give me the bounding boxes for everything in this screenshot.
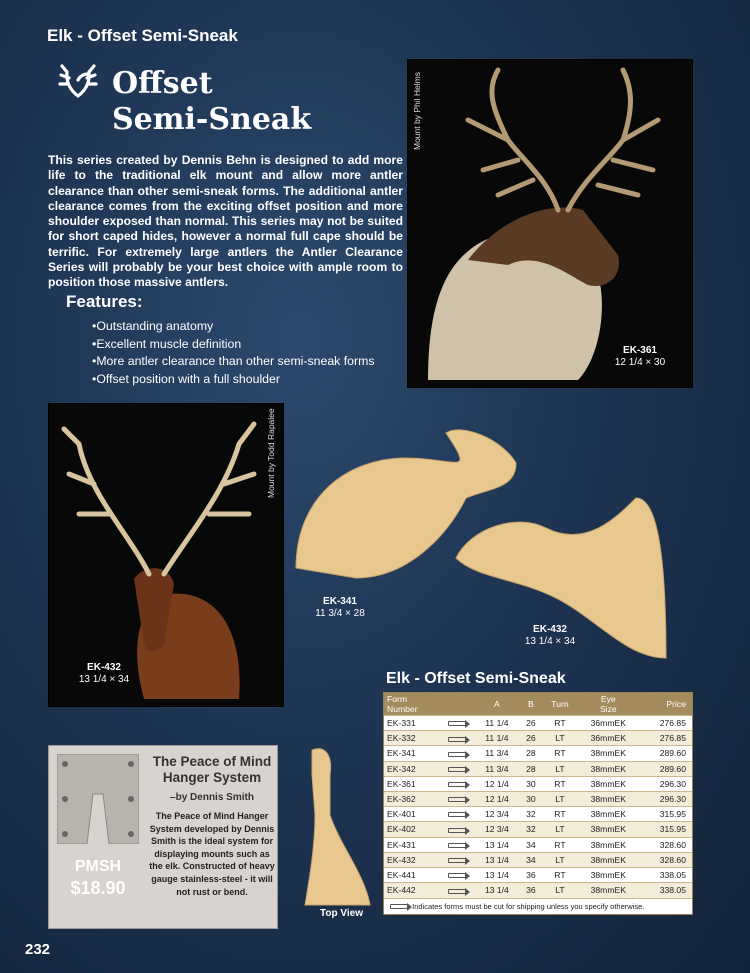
cut-shipping-icon-cell: [439, 746, 475, 761]
cell-a: 11 1/4: [475, 731, 520, 746]
top-view-form-image: [300, 745, 375, 910]
cell-a: 13 1/4: [475, 852, 520, 867]
title-line-1: Offset: [112, 66, 213, 101]
cut-shipping-icon: [390, 904, 408, 909]
cell-b: 30: [519, 776, 542, 791]
form-1-number: EK-341: [323, 596, 357, 607]
cell-eye: 38mmEK: [577, 807, 639, 822]
price-table: [383, 692, 693, 915]
pmsh-code: PMSH: [74, 858, 122, 875]
feature-item: • Offset position with a full shoulder: [92, 371, 374, 389]
cell-turn: LT: [543, 791, 578, 806]
table-row: [384, 731, 692, 746]
elk-mount-photo-1: [407, 59, 693, 388]
cell-turn: RT: [543, 867, 578, 882]
cell-form: EK-331: [384, 716, 439, 731]
cell-a: 12 3/4: [475, 822, 520, 837]
feature-item: • Excellent muscle definition: [92, 336, 374, 354]
table-header-row: [384, 693, 692, 716]
header-cut-icon: [439, 693, 475, 716]
photo-1-credit: Mount by Phil Helms: [412, 72, 422, 150]
form-1-caption: [300, 596, 380, 620]
elk-antler-logo-icon: [58, 62, 98, 98]
cell-price: 338.05: [639, 867, 692, 882]
pmsh-description: The Peace of Mind Hanger System developed by Dennis Smith is the ideal system for displaying mounts such as the elk. Constructed of heavy gauge stainless-steel - it will not rust or bend.: [149, 811, 275, 897]
cell-form: EK-332: [384, 731, 439, 746]
form-2-caption: [510, 624, 590, 648]
cell-price: 338.05: [639, 883, 692, 898]
cell-turn: RT: [543, 807, 578, 822]
cell-a: 11 3/4: [475, 761, 520, 776]
cell-turn: LT: [543, 822, 578, 837]
photo-2-credit: Mount by Todd Rapalee: [266, 408, 276, 498]
cell-turn: RT: [543, 837, 578, 852]
table-row: [384, 837, 692, 852]
cut-shipping-icon: [448, 752, 466, 757]
cut-shipping-icon: [448, 812, 466, 817]
cell-b: 36: [519, 883, 542, 898]
cell-price: 315.95: [639, 807, 692, 822]
cut-shipping-icon: [448, 889, 466, 894]
cell-a: 13 1/4: [475, 883, 520, 898]
cell-form: EK-432: [384, 852, 439, 867]
cut-shipping-icon-cell: [439, 837, 475, 852]
cell-eye: 36mmEK: [577, 716, 639, 731]
photo-2-form-number: EK-432: [87, 662, 121, 673]
cell-eye: 38mmEK: [577, 867, 639, 882]
cell-a: 12 3/4: [475, 807, 520, 822]
features-heading: Features:: [66, 292, 143, 311]
cell-eye: 38mmEK: [577, 761, 639, 776]
cell-price: 296.30: [639, 791, 692, 806]
top-view-label: Top View: [320, 908, 363, 919]
cut-shipping-icon-cell: [439, 791, 475, 806]
cell-turn: RT: [543, 746, 578, 761]
cell-eye: 38mmEK: [577, 883, 639, 898]
cell-price: 289.60: [639, 761, 692, 776]
table-row: [384, 746, 692, 761]
header-turn: Turn: [551, 699, 569, 709]
table-row: [384, 852, 692, 867]
cell-form: EK-361: [384, 776, 439, 791]
header-eye-size: Eye Size: [599, 694, 617, 714]
feature-item: • Outstanding anatomy: [92, 318, 374, 336]
cell-b: 34: [519, 852, 542, 867]
cut-shipping-icon: [448, 858, 466, 863]
cut-shipping-icon: [448, 828, 466, 833]
cell-form: EK-342: [384, 761, 439, 776]
cut-shipping-icon-cell: [439, 731, 475, 746]
cell-form: EK-341: [384, 746, 439, 761]
cell-price: 276.85: [639, 731, 692, 746]
pmsh-author: –by Dennis Smith: [170, 792, 254, 803]
feature-item: • More antler clearance than other semi-sneak forms: [92, 353, 374, 371]
table-row: [384, 716, 692, 731]
cut-shipping-icon: [448, 843, 466, 848]
cell-turn: LT: [543, 731, 578, 746]
cell-form: EK-362: [384, 791, 439, 806]
cut-shipping-icon-cell: [439, 867, 475, 882]
cell-a: 11 1/4: [475, 716, 520, 731]
cell-turn: LT: [543, 883, 578, 898]
cut-shipping-icon: [448, 767, 466, 772]
cell-b: 32: [519, 822, 542, 837]
photo-1-form-number: EK-361: [623, 345, 657, 356]
cell-price: 276.85: [639, 716, 692, 731]
table-row: [384, 867, 692, 882]
cell-b: 28: [519, 761, 542, 776]
cell-form: EK-442: [384, 883, 439, 898]
cell-eye: 38mmEK: [577, 746, 639, 761]
table-row: [384, 883, 692, 898]
pmsh-title: The Peace of Mind Hanger System: [152, 754, 272, 785]
table-row: [384, 776, 692, 791]
cell-a: 13 1/4: [475, 837, 520, 852]
cell-eye: 36mmEK: [577, 731, 639, 746]
table-row: [384, 822, 692, 837]
cell-form: EK-401: [384, 807, 439, 822]
cell-b: 34: [519, 837, 542, 852]
cell-form: EK-431: [384, 837, 439, 852]
cut-shipping-icon-cell: [439, 807, 475, 822]
cell-a: 11 3/4: [475, 746, 520, 761]
cell-turn: RT: [543, 776, 578, 791]
cell-eye: 38mmEK: [577, 776, 639, 791]
cell-eye: 38mmEK: [577, 837, 639, 852]
photo-1-size: 12 1/4 × 30: [614, 357, 666, 368]
cell-price: 328.60: [639, 837, 692, 852]
cut-shipping-icon: [448, 721, 466, 726]
elk-mount-illustration: [408, 60, 694, 389]
cell-form: EK-402: [384, 822, 439, 837]
cell-price: 296.30: [639, 776, 692, 791]
cut-shipping-icon-cell: [439, 822, 475, 837]
photo-1-caption: [590, 345, 690, 369]
cell-b: 36: [519, 867, 542, 882]
page-title: [112, 66, 311, 138]
hanger-plate-image: [57, 754, 139, 844]
section-header: Elk - Offset Semi-Sneak: [47, 26, 238, 45]
title-line-2: Semi-Sneak: [112, 102, 312, 137]
table-row: [384, 791, 692, 806]
intro-paragraph: This series created by Dennis Behn is designed to add more life to the traditional elk mount and allow more antler clearance than other semi-sneak forms. The additional antler clearance comes from the exciting offset position and more shoulder exposed than normal. This series may not be suited for short caped hides, however a normal full cape should be terrific. For extremely large antlers the Antler Clearance Series will probably be your best choice with ample room to position those massive antlers.: [48, 153, 403, 290]
cell-turn: LT: [543, 852, 578, 867]
cell-b: 30: [519, 791, 542, 806]
table-row: [384, 807, 692, 822]
page-number: 232: [25, 941, 51, 958]
cell-price: 328.60: [639, 852, 692, 867]
form-2-size: 13 1/4 × 34: [524, 636, 576, 647]
header-price: Price: [666, 699, 686, 709]
cut-shipping-icon: [448, 782, 466, 787]
photo-2-caption: [59, 662, 149, 686]
cell-b: 32: [519, 807, 542, 822]
cell-eye: 38mmEK: [577, 852, 639, 867]
cut-shipping-icon: [448, 737, 466, 742]
form-2-number: EK-432: [533, 624, 567, 635]
cell-eye: 38mmEK: [577, 822, 639, 837]
cut-shipping-icon: [448, 797, 466, 802]
cell-turn: RT: [543, 716, 578, 731]
cut-shipping-icon: [448, 873, 466, 878]
features-list: [92, 318, 374, 388]
cell-a: 12 1/4: [475, 791, 520, 806]
cut-shipping-icon-cell: [439, 776, 475, 791]
photo-2-size: 13 1/4 × 34: [78, 674, 130, 685]
header-b: B: [528, 699, 534, 709]
table-row: [384, 761, 692, 776]
cell-price: 289.60: [639, 746, 692, 761]
table-body: [384, 716, 692, 898]
form-1-size: 11 3/4 × 28: [315, 608, 365, 619]
cell-b: 26: [519, 716, 542, 731]
cut-shipping-icon-cell: [439, 761, 475, 776]
elk-mount-photo-2: [48, 403, 284, 707]
foam-forms-image: [286, 418, 686, 668]
cell-b: 26: [519, 731, 542, 746]
cut-shipping-icon-cell: [439, 883, 475, 898]
cell-a: 12 1/4: [475, 776, 520, 791]
cell-eye: 38mmEK: [577, 791, 639, 806]
cell-price: 315.95: [639, 822, 692, 837]
cut-shipping-icon-cell: [439, 716, 475, 731]
header-form: Form Number: [387, 694, 418, 714]
cell-a: 13 1/4: [475, 867, 520, 882]
cut-shipping-icon-cell: [439, 852, 475, 867]
cell-turn: LT: [543, 761, 578, 776]
pmsh-box: [48, 745, 278, 929]
pmsh-price: $18.90: [70, 878, 126, 898]
footnote-text: Indicates forms must be cut for shipping unless you specify otherwise.: [412, 901, 645, 911]
table-footnote: [384, 898, 692, 914]
cell-b: 28: [519, 746, 542, 761]
table-title: Elk - Offset Semi-Sneak: [386, 670, 566, 687]
header-a: A: [494, 699, 500, 709]
cell-form: EK-441: [384, 867, 439, 882]
